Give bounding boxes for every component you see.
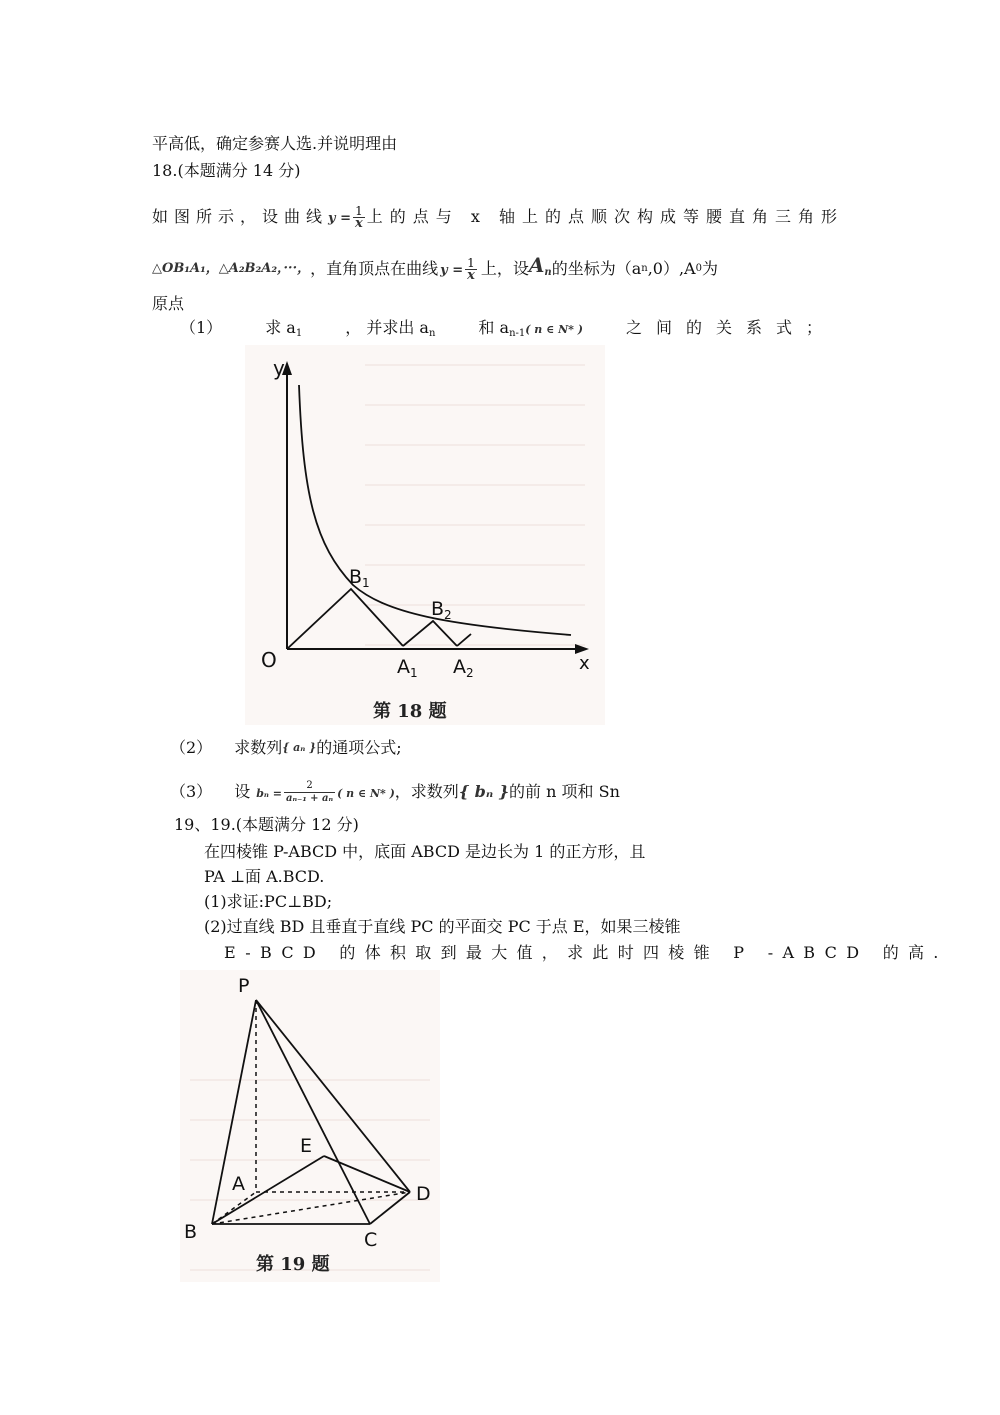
text-line-1: 平高低，确定参赛人选.并说明理由 [152, 134, 398, 153]
formula-y-eq-1-over-x: y = $\frac{1}{x}$ [328, 203, 363, 231]
formula-bn: bₙ = $\frac{2}{\text{aₙ₋₁ + aₙ}}$ ( n ∈ N* ) [256, 779, 395, 804]
label-E: E [300, 1135, 313, 1157]
q18-sub1-b: ， 并求出 $a_n$ [345, 318, 436, 339]
figure-18 [245, 345, 605, 725]
q19-header: 19、19.(本题满分 12 分) [174, 815, 359, 834]
q19-line4: (2)过直线 BD 且垂直于直线 PC 的平面交 PC 于点 E，如果三棱锥 [204, 917, 681, 936]
y-axis-label: y [273, 356, 285, 380]
label-B1: $B_1$ [349, 566, 370, 590]
q18-sub3-num: （3） [170, 782, 213, 801]
q18-sub1-a: 求 $a_1$ [265, 318, 303, 339]
x-axis-label: x [579, 653, 590, 674]
formula-y-eq-1-over-x-2: y = $\frac{1}{x}$ [440, 255, 475, 283]
q18-sub1-d: 之间的关系式； [625, 318, 836, 337]
q18-sub3-b: ，求数列 [394, 782, 459, 801]
label-C: C [364, 1229, 378, 1251]
formula-triangles: △OB₁A₁，△A₂B₂A₂，···， [152, 261, 311, 276]
q18-sub3 [170, 776, 620, 808]
figure-19-caption: 第 19 题 [256, 1254, 330, 1275]
q18-paragraph-line3: 原点 [152, 294, 185, 313]
q19-line1: 在四棱锥 P-ABCD 中，底面 ABCD 是边长为 1 的正方形，且 [204, 842, 646, 861]
q18-paragraph-line2: △OB₁A₁，△A₂B₂A₂，···， ，直角顶点在曲线 y = $\frac{1}{x}$ 上，设 $A_n$ 的坐标为（a n ,0）,A 0 为 [152, 253, 719, 283]
q19-line2: PA ⊥面 A.BCD. [204, 867, 325, 886]
q18-p1-text-b: 上的点与 x 轴上的点顺次构成等腰直角三角形 [366, 207, 844, 226]
q18-sub1-c: 和 $a_{n-1}$( n ∈ N* ) [478, 318, 583, 339]
q18-sub1 [180, 318, 836, 344]
q18-p2-text-b: ，直角顶点在曲线 [310, 259, 439, 278]
figure-18-caption: 第 18 题 [373, 701, 447, 722]
q18-sub3-a: 设 [234, 782, 251, 801]
figure-19-background [180, 970, 440, 1282]
formula-An: $A_n$ [528, 253, 552, 278]
formula-seq-bn: { bₙ } [458, 782, 510, 801]
formula-seq-an: { aₙ } [282, 741, 317, 754]
q18-sub3-c: 的前 n 项和 Sn [509, 782, 620, 801]
label-B: B [184, 1221, 198, 1243]
q18-sub2-b: 的通项公式; [316, 738, 402, 757]
label-A1: $A_1$ [397, 656, 418, 680]
q18-p2-text-f: 为 [702, 259, 719, 278]
q18-p2-text-c: 上，设 [480, 259, 529, 278]
q18-p2-text-e: ,0）,A [647, 259, 696, 278]
q18-p1-text-a: 如图所示，设曲线 [152, 207, 329, 226]
figure-19 [180, 970, 440, 1282]
origin-label: O [261, 648, 277, 672]
label-A2: $A_2$ [453, 656, 474, 680]
q18-header: 18.(本题满分 14 分) [152, 161, 301, 180]
label-D: D [416, 1183, 431, 1205]
q19-line3: (1)求证:PC⊥BD; [204, 892, 333, 911]
q18-paragraph-line1 [152, 200, 848, 234]
q19-line5: E-BCD 的体积取到最大值，求此时四棱锥 P -ABCD 的高. [224, 943, 948, 962]
label-P: P [238, 975, 250, 997]
q18-sub2-num: （2） [170, 738, 213, 757]
label-B2: $B_2$ [431, 598, 452, 622]
q18-p2-text-d: 的坐标为（a [551, 259, 642, 278]
q18-sub1-num: （1） [180, 318, 223, 337]
q18-sub2 [170, 738, 402, 758]
q18-sub2-a: 求数列 [234, 738, 283, 757]
label-A: A [232, 1173, 245, 1195]
